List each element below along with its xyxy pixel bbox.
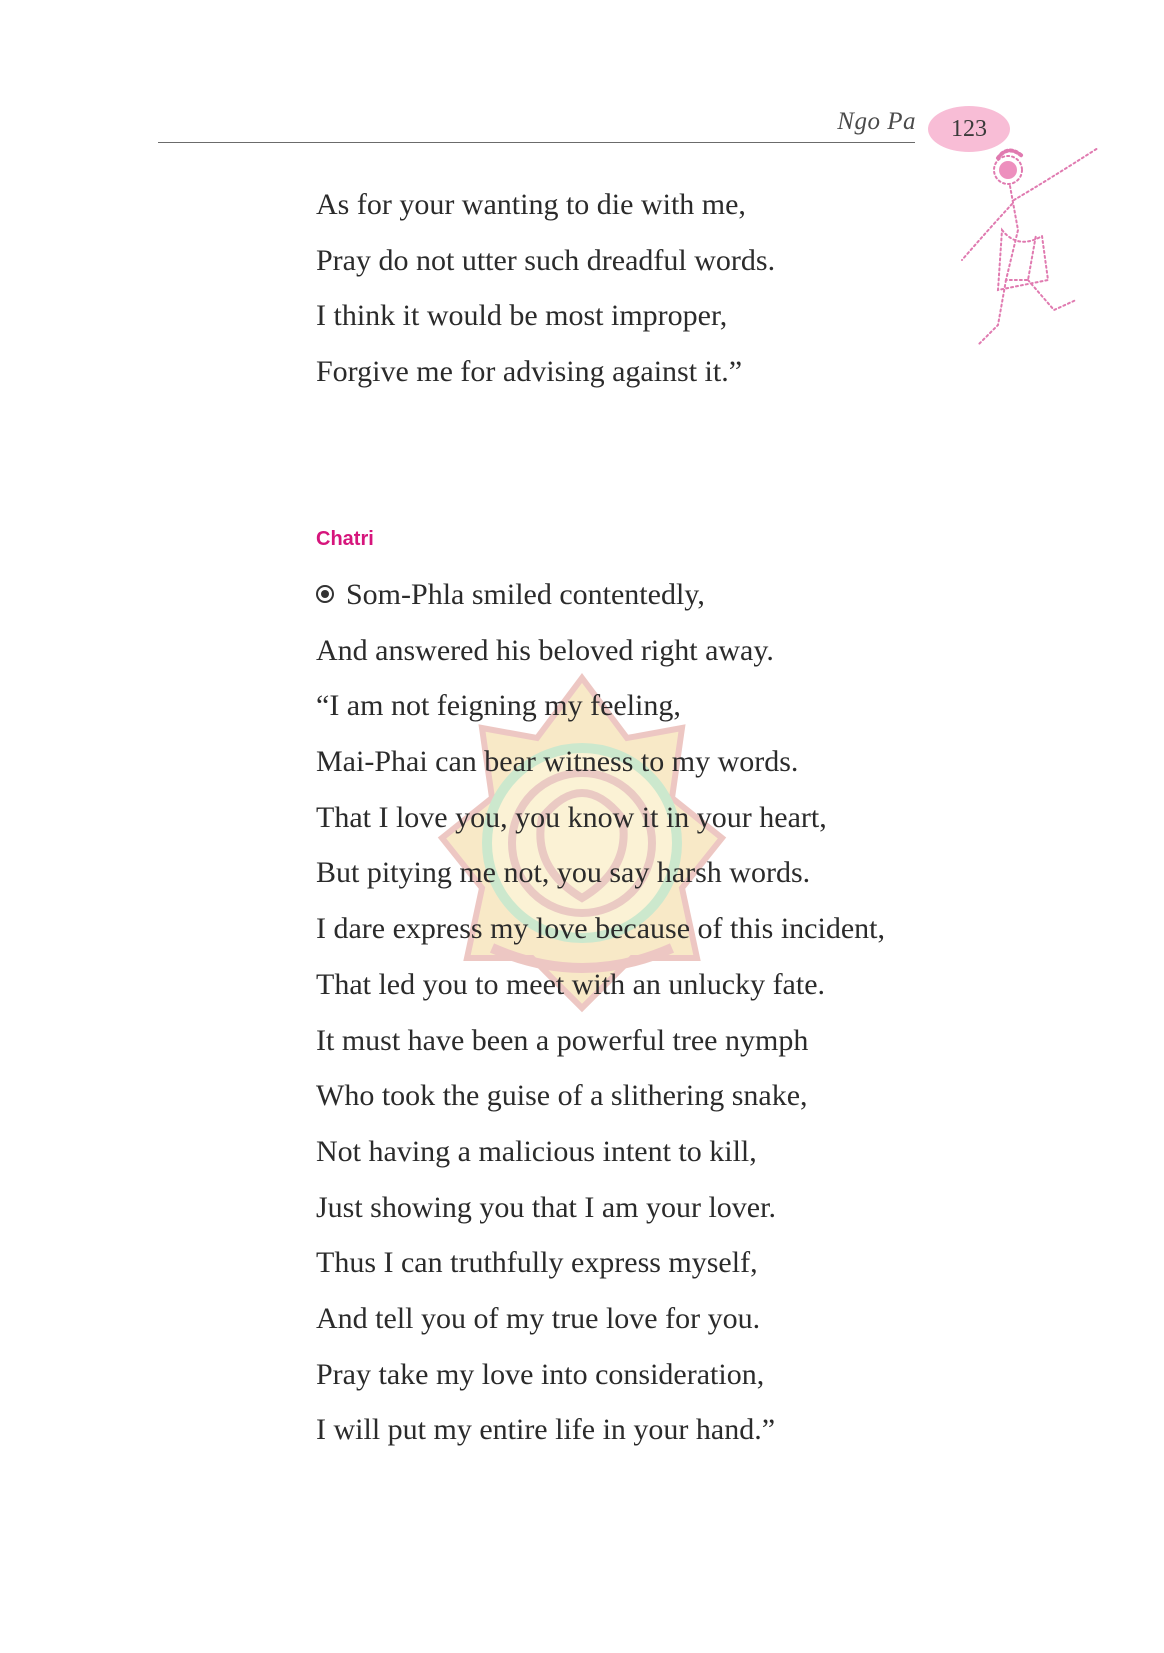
verse-line: Just showing you that I am your lover. xyxy=(316,1190,776,1224)
stanza-1 xyxy=(316,177,775,400)
verse-line: “I am not feigning my feeling, xyxy=(316,689,681,723)
verse-line: I dare express my love because of this incident, xyxy=(316,912,885,946)
verse-line: That I love you, you know it in your heart, xyxy=(316,800,827,834)
verse-line xyxy=(316,567,885,623)
verse-line: Pray do not utter such dreadful words. xyxy=(316,243,776,277)
verse-line: Pray take my love into consideration, xyxy=(316,1357,765,1391)
dancer-illustration xyxy=(958,140,1118,350)
stanza-2 xyxy=(316,567,885,1458)
verse-line: Who took the guise of a slithering snake, xyxy=(316,1079,808,1113)
circle-bullet-icon xyxy=(316,585,334,603)
verse-line: It must have been a powerful tree nymph xyxy=(316,1023,809,1057)
verse-line: I think it would be most improper, xyxy=(316,299,728,333)
verse-line-text: Som-Phla smiled contentedly, xyxy=(346,578,705,611)
verse-line: I will put my entire life in your hand.” xyxy=(316,1413,776,1447)
verse-line: Not having a malicious intent to kill, xyxy=(316,1134,757,1168)
verse-line: And tell you of my true love for you. xyxy=(316,1301,761,1335)
verse-line: And answered his beloved right away. xyxy=(316,633,774,667)
verse-line: Forgive me for advising against it.” xyxy=(316,355,743,389)
page-number: 123 xyxy=(951,115,987,142)
section-label: Chatri xyxy=(316,528,374,550)
running-head: Ngo Pa xyxy=(837,108,916,135)
verse-line: Mai-Phai can bear witness to my words. xyxy=(316,745,799,779)
verse-line: But pitying me not, you say harsh words. xyxy=(316,856,811,890)
verse-line: Thus I can truthfully express myself, xyxy=(316,1246,758,1280)
verse-line: That led you to meet with an unlucky fate. xyxy=(316,967,826,1001)
verse-line: As for your wanting to die with me, xyxy=(316,188,746,221)
header-rule xyxy=(158,142,915,143)
